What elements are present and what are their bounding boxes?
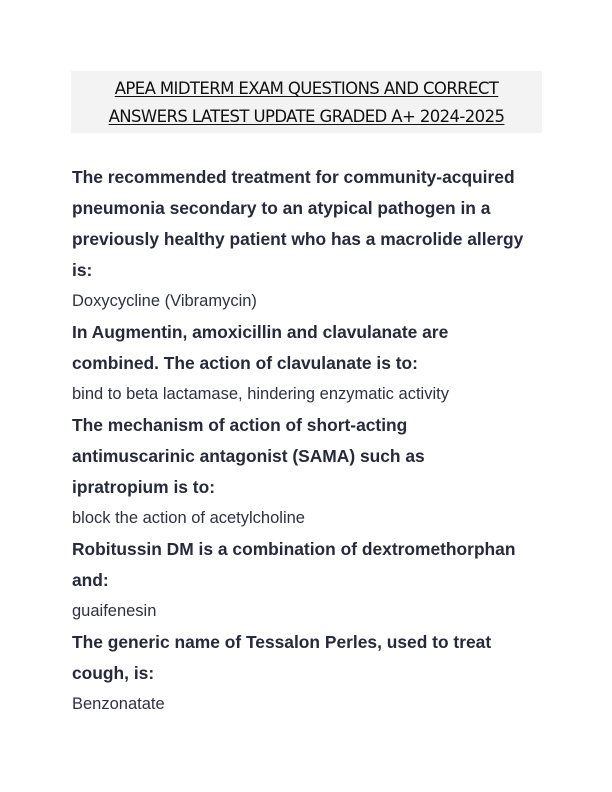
answer-text: Doxycycline (Vibramycin) xyxy=(72,292,257,310)
qa-item xyxy=(72,534,552,627)
question-line: antimuscarinic antagonist (SAMA) such as xyxy=(72,446,425,466)
qa-item xyxy=(72,162,552,317)
question-line: ipratropium is to: xyxy=(72,477,215,497)
qa-item xyxy=(72,410,552,534)
title-line: APEA MIDTERM EXAM QUESTIONS AND CORRECT xyxy=(114,79,499,98)
answer-text: guaifenesin xyxy=(72,602,157,620)
question-line: The mechanism of action of short-acting xyxy=(72,415,408,435)
qa-item xyxy=(72,627,552,720)
question-line: The recommended treatment for community-acquired xyxy=(72,167,515,187)
qa-list xyxy=(72,162,552,720)
question-line: and: xyxy=(72,570,109,590)
question-line: pneumonia secondary to an atypical pathogen in a xyxy=(72,198,491,218)
question-line: combined. The action of clavulanate is to: xyxy=(72,353,418,373)
qa-item xyxy=(72,317,552,410)
question-line: cough, is: xyxy=(72,663,155,683)
question-line: previously healthy patient who has a macrolide allergy xyxy=(72,229,524,249)
question-text xyxy=(72,627,552,689)
question-text xyxy=(72,534,552,596)
question-text xyxy=(72,410,552,503)
title-line: ANSWERS LATEST UPDATE GRADED A+ 2024-2025 xyxy=(108,107,505,126)
answer-text: block the action of acetylcholine xyxy=(72,509,305,527)
document-title xyxy=(71,71,542,133)
question-line: The generic name of Tessalon Perles, used to treat xyxy=(72,632,492,652)
question-line: Robitussin DM is a combination of dextromethorphan xyxy=(72,539,516,559)
question-line: In Augmentin, amoxicillin and clavulanate are xyxy=(72,322,449,342)
question-line: is: xyxy=(72,260,93,280)
question-text xyxy=(72,162,552,286)
answer-text: bind to beta lactamase, hindering enzymatic activity xyxy=(72,385,449,403)
question-text xyxy=(72,317,552,379)
answer-text: Benzonatate xyxy=(72,695,165,713)
